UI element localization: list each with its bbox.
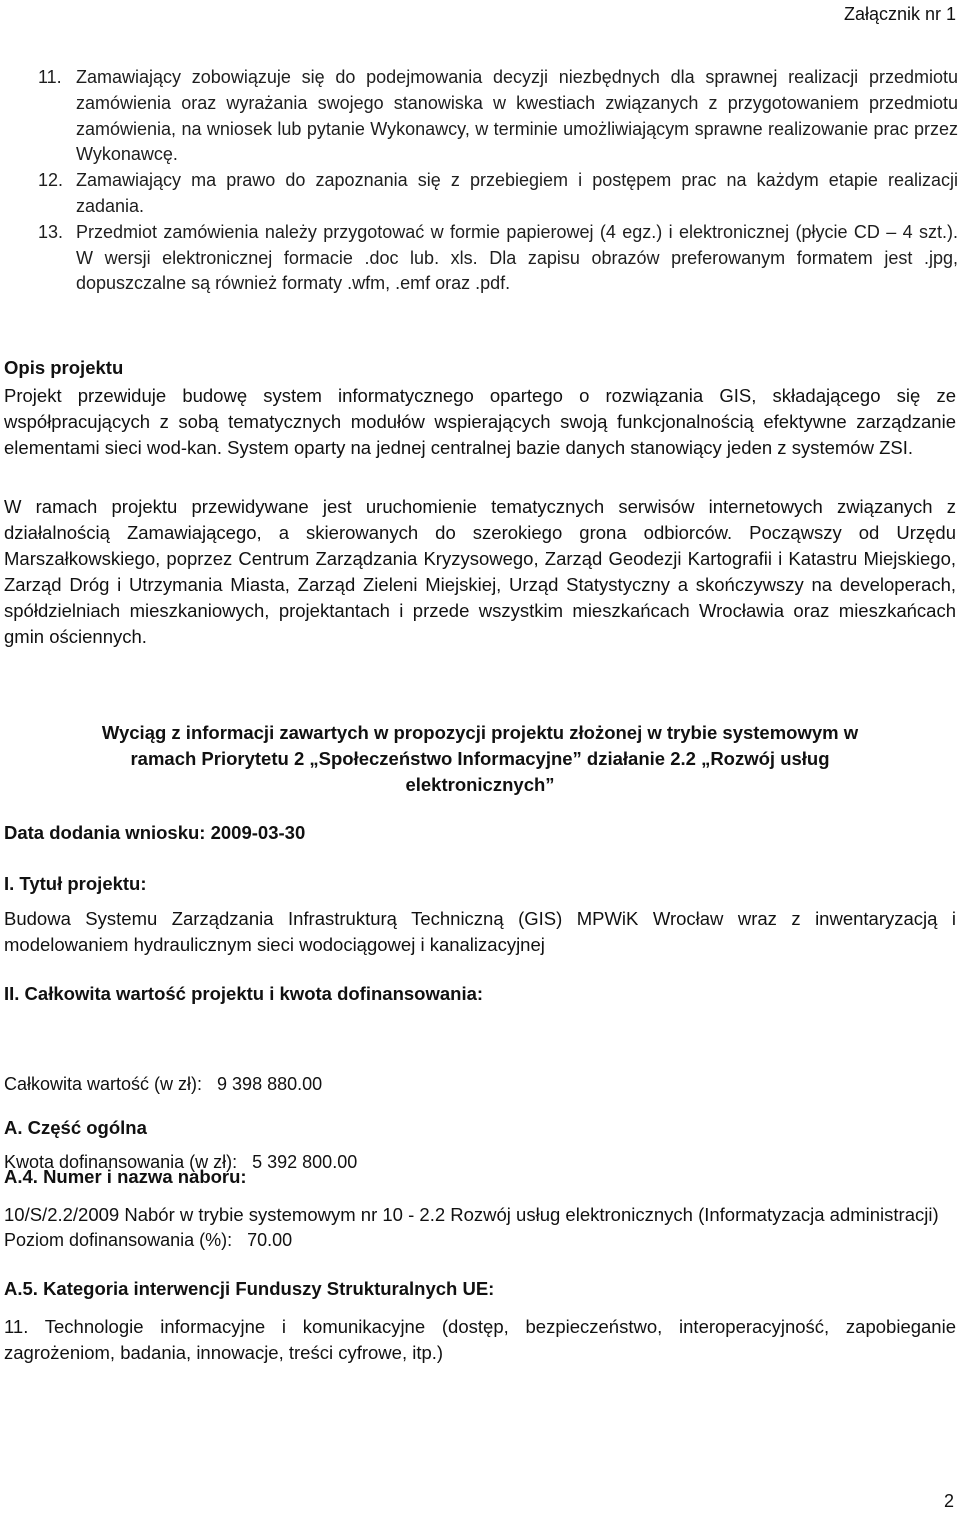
section-2-title: II. Całkowita wartość projektu i kwota dofinansowania:: [4, 983, 484, 1004]
extract-title-line: Wyciąg z informacji zawartych w propozycji projektu złożonej w trybie systemowym w: [101, 722, 859, 743]
list-item: [38, 220, 958, 297]
page-number: 2: [943, 1491, 954, 1511]
item-number: 13.: [38, 221, 64, 242]
submission-date: Data dodania wniosku: 2009-03-30: [4, 822, 306, 843]
opis-paragraph-1: Projekt przewiduje budowę system informatycznego opartego o rozwiązania GIS, składającego się ze współpracujących z sobą tematycznych modułów wspierających swoją funkcjonalnością efektywne zarządzanie elementami sieci wod-kan. System oparty na jednej centralnej bazie danych stanowiący jeden z systemów ZSI.: [4, 385, 956, 458]
opis-title: Opis projektu: [4, 357, 124, 378]
funding-block: [4, 1019, 357, 1279]
section-a-title: A. Część ogólna: [4, 1117, 147, 1138]
total-value: Całkowita wartość (w zł): 9 398 880.00: [4, 1074, 323, 1094]
opis-paragraph-2: W ramach projektu przewidywane jest uruchomienie tematycznych serwisów internetowych związanych z działalnością Zamawiającego, a skierowanych do szerokiego grona odbiorców. Począwszy od Urzędu Marszałkowskiego, poprzez Centrum Zarządzania Kryzysowego, Zarząd Geodezji Kartografii i Katastru Miejskiego, Zarząd Dróg i Utrzymania Miasta, Zarząd Zieleni Miejskiej, Urząd Statystyczny a skończywszy na developerach, spółdzielniach mieszkaniowych, projektantach i przede wszystkim mieszkańcach Wrocławia oraz mieszkańcach gmin ościennych.: [4, 496, 956, 647]
section-a5-title: A.5. Kategoria interwencji Funduszy Strukturalnych UE:: [4, 1278, 495, 1299]
item-text: Zamawiający ma prawo do zapoznania się z przebiegiem i postępem prac na każdym etapie realizacji zadania.: [76, 170, 958, 216]
item-number: 12.: [38, 170, 64, 191]
extract-title-line: elektronicznych”: [405, 774, 555, 795]
section-a5-text: 11. Technologie informacyjne i komunikacyjne (dostęp, bezpieczeństwo, interoperacyjność, zapobieganie zagrożeniom, badania, innowacje, treści cyfrowe, itp.): [4, 1316, 956, 1363]
cofinancing-level: Poziom dofinansowania (%): 70.00: [4, 1230, 293, 1250]
section-a4-text: 10/S/2.2/2009 Nabór w trybie systemowym nr 10 - 2.2 Rozwój usług elektronicznych (Informatyzacja administracji): [4, 1204, 939, 1225]
extract-title: [0, 720, 960, 798]
item-text: Przedmiot zamówienia należy przygotować w formie papierowej (4 egz.) i elektronicznej (płycie CD – 4 szt.). W wersji elektronicznej formacie .doc lub. xls. Dla zapisu obrazów preferowanym formatem jest .jpg, dopuszczalne są również formaty .wfm, .emf oraz .pdf.: [76, 221, 958, 294]
annex-label: Załącznik nr 1: [843, 4, 956, 24]
section-a4-title: A.4. Numer i nazwa naboru:: [4, 1166, 247, 1187]
item-text: Zamawiający zobowiązuje się do podejmowania decyzji niezbędnych dla sprawnej realizacji przedmiotu zamówienia oraz wyrażania swojego stanowiska w kwestiach związanych z przygotowaniem przedmiotu zamówienia, na wniosek lub pytanie Wykonawcy, w terminie umożliwiającym sprawne realizowanie prac przez Wykonawcę.: [76, 67, 958, 165]
section-1-text: Budowa Systemu Zarządzania Infrastrukturą Techniczną (GIS) MPWiK Wrocław wraz z inwentaryzacją i modelowaniem hydraulicznym sieci wodociągowej i kanalizacyjnej: [4, 908, 956, 955]
list-item: [38, 168, 958, 220]
numbered-list: [38, 65, 958, 297]
item-number: 11.: [38, 67, 62, 87]
extract-title-line: ramach Priorytetu 2 „Społeczeństwo Informacyjne” działanie 2.2 „Rozwój usług: [130, 748, 830, 769]
list-item: [38, 65, 958, 168]
cofinancing-amount: Kwota dofinansowania (w zł): 5 392 800.00: [4, 1152, 358, 1172]
section-1-title: I. Tytuł projektu:: [4, 873, 147, 894]
